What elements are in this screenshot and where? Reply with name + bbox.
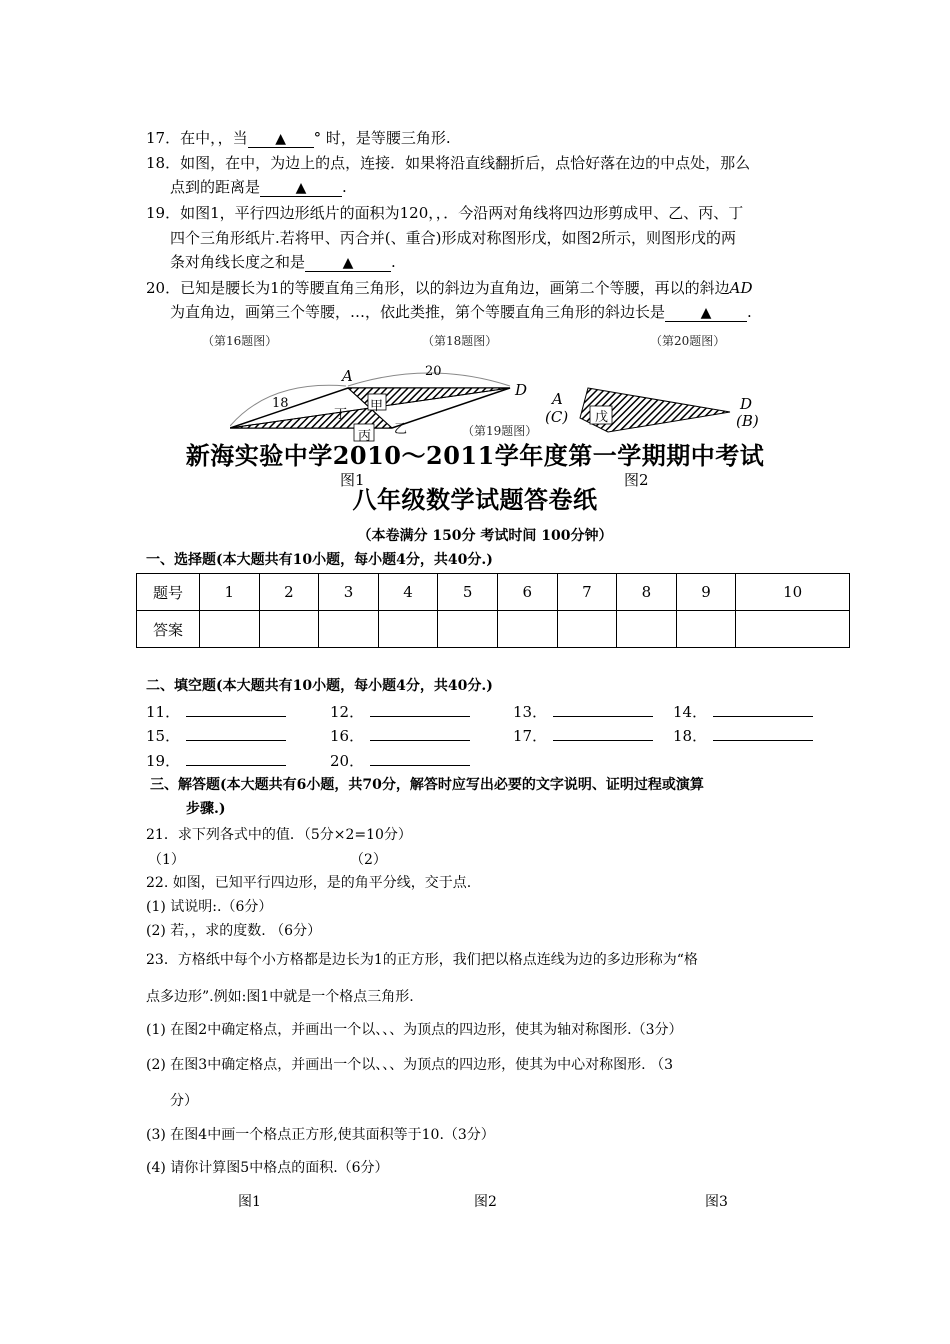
- label-D2: D: [740, 395, 753, 413]
- answer-table: [136, 573, 850, 648]
- label-B: (B): [736, 412, 759, 430]
- q21-text: 21．求下列各式中的值．（5分×2=10分）: [146, 827, 412, 843]
- fill-label: 12．: [330, 703, 365, 721]
- q23-line2: 点多边形”.例如:图1中就是一个格点三角形.: [146, 989, 414, 1005]
- answer-cell[interactable]: [617, 611, 677, 648]
- q21-part1: （1）: [148, 852, 185, 868]
- fill-label: 19．: [146, 752, 181, 770]
- fill-item-14[interactable]: [673, 702, 813, 722]
- fill-label: 17．: [513, 727, 548, 745]
- answer-cell[interactable]: [319, 611, 379, 648]
- answer-cell[interactable]: [676, 611, 736, 648]
- fill-item-20[interactable]: [330, 751, 470, 771]
- fill-item-12[interactable]: [330, 702, 470, 722]
- q20-blank: ▲: [665, 305, 747, 322]
- answer-cell[interactable]: [557, 611, 617, 648]
- row-header: 题号: [137, 574, 200, 611]
- fill-label: 15．: [146, 727, 181, 745]
- q17-post: ° 时，是等腰三角形.: [313, 129, 451, 147]
- fill-label: 11．: [146, 703, 181, 721]
- answer-cell[interactable]: [378, 611, 438, 648]
- fill-item-19[interactable]: [146, 751, 286, 771]
- section3-heading-line2: 步骤.): [186, 801, 226, 817]
- fill-label: 14．: [673, 703, 708, 721]
- caption-fig2: 图2: [624, 471, 649, 489]
- fill-item-16[interactable]: [330, 726, 470, 746]
- q21-part2: （2）: [350, 852, 387, 868]
- fill-item-13[interactable]: [513, 702, 653, 722]
- section2-heading: 二、填空题(本大题共有10小题，每小题4分，共40分.): [146, 678, 493, 694]
- col-num: 8: [617, 574, 677, 611]
- q19-post: .: [391, 253, 396, 271]
- answer-cell[interactable]: [736, 611, 850, 648]
- fill-item-17[interactable]: [513, 726, 653, 746]
- question-19-line3: [170, 252, 396, 272]
- caption-fig1: 图1: [340, 471, 365, 489]
- q22-part2: (2) 若，，求的度数. （6分）: [146, 923, 322, 939]
- answer-header: 答案: [137, 611, 200, 648]
- q23-part4: (4) 请你计算图5中格点的面积.（6分）: [146, 1160, 389, 1176]
- label-A2: A: [552, 390, 563, 408]
- q20-ad: AD: [729, 279, 753, 297]
- question-19-line1: 19．如图1，平行四边形纸片的面积为120，，．今沿两对角线将四边形剪成甲、乙、丙、丁: [146, 204, 744, 222]
- question-18-line1: 18．如图，在中，为边上的点，连接．如果将沿直线翻折后，点恰好落在边的中点处，那么: [146, 154, 751, 172]
- col-num: 4: [378, 574, 438, 611]
- answer-cell[interactable]: [497, 611, 557, 648]
- col-num: 3: [319, 574, 379, 611]
- label-wu: 戊: [595, 410, 609, 425]
- fill-label: 13．: [513, 703, 548, 721]
- table-row-answers: [137, 611, 850, 648]
- q19-blank: ▲: [305, 255, 391, 272]
- section1-heading: 一、选择题(本大题共有10小题，每小题4分，共40分.): [146, 552, 493, 568]
- col-num: 6: [497, 574, 557, 611]
- label-A: A: [342, 367, 353, 385]
- fill-item-18[interactable]: [673, 726, 813, 746]
- exam-info: （本卷满分 150分 考试时间 100分钟）: [357, 528, 613, 544]
- q17-text: 17．在中，，当: [146, 129, 248, 147]
- grid-fig2-label: 图2: [474, 1194, 497, 1210]
- col-num: 10: [736, 574, 850, 611]
- col-num: 1: [200, 574, 260, 611]
- caption-fig18: （第18题图）: [422, 334, 498, 348]
- answer-cell[interactable]: [438, 611, 498, 648]
- q20-pre2: 为直角边，画第三个等腰，…，依此类推，第个等腰直角三角形的斜边长是: [170, 303, 666, 321]
- caption-fig19: （第19题图）: [462, 424, 538, 438]
- question-20-line1: [146, 278, 753, 298]
- question-17: [146, 128, 451, 148]
- q23-part1: (1) 在图2中确定格点，并画出一个以、、、为顶点的四边形，使其为轴对称图形.（3分）: [146, 1022, 683, 1038]
- col-num: 2: [259, 574, 319, 611]
- q22-part1: (1) 试说明:.（6分）: [146, 899, 273, 915]
- q23-part2: (2) 在图3中确定格点，并画出一个以、、、为顶点的四边形，使其为中心对称图形. （3: [146, 1057, 673, 1073]
- label-D: D: [515, 381, 528, 399]
- label-jia: 甲: [370, 399, 384, 414]
- label-18: 18: [272, 396, 289, 411]
- q23-line1: 23．方格纸中每个小方格都是边长为1的正方形，我们把以格点连线为边的多边形称为“格: [146, 952, 698, 968]
- fill-label: 20．: [330, 752, 365, 770]
- section3-heading-line1: 三、解答题(本大题共有6小题，共70分，解答时应写出必要的文字说明、证明过程或演算: [150, 777, 704, 793]
- q20-post: .: [747, 303, 752, 321]
- label-ding: 丁: [334, 407, 348, 422]
- question-18-line2: [170, 177, 347, 197]
- q22-text: 22. 如图，已知平行四边形，是的角平分线，交于点.: [146, 875, 472, 891]
- answer-cell[interactable]: [200, 611, 260, 648]
- q19-pre: 条对角线长度之和是: [170, 253, 306, 271]
- q17-blank: ▲: [248, 131, 314, 148]
- col-num: 9: [676, 574, 736, 611]
- caption-fig20: （第20题图）: [650, 334, 726, 348]
- q23-part3: (3) 在图4中画一个格点正方形,使其面积等于10.（3分）: [146, 1127, 495, 1143]
- q18-pre: 点到的距离是: [170, 178, 261, 196]
- caption-fig16: （第16题图）: [202, 334, 278, 348]
- fill-label: 18．: [673, 727, 708, 745]
- label-20: 20: [425, 364, 442, 379]
- answer-cell[interactable]: [259, 611, 319, 648]
- question-19-line2: 四个三角形纸片.若将甲、丙合并(、重合)形成对称图形戊，如图2所示，则图形戊的两: [170, 229, 737, 247]
- q20-pre: 20．已知是腰长为1的等腰直角三角形，以的斜边为直角边，画第二个等腰，再以的斜边: [146, 279, 730, 297]
- table-row-numbers: [137, 574, 850, 611]
- grid-fig1-label: 图1: [238, 1194, 261, 1210]
- exam-title: 新海实验中学2010～2011学年度第一学期期中考试: [185, 441, 765, 470]
- label-bing: 丙: [358, 429, 372, 444]
- question-20-line2: [170, 302, 752, 322]
- fill-item-11[interactable]: [146, 702, 286, 722]
- col-num: 5: [438, 574, 498, 611]
- grid-fig3-label: 图3: [705, 1194, 728, 1210]
- fill-item-15[interactable]: [146, 726, 286, 746]
- fill-label: 16．: [330, 727, 365, 745]
- label-yi: 乙: [394, 422, 408, 437]
- exam-subtitle: 八年级数学试题答卷纸: [352, 485, 598, 514]
- col-num: 7: [557, 574, 617, 611]
- q18-blank: ▲: [260, 180, 342, 197]
- label-C: (C): [545, 408, 569, 426]
- q18-post: .: [342, 178, 347, 196]
- q23-part2b: 分）: [170, 1093, 198, 1109]
